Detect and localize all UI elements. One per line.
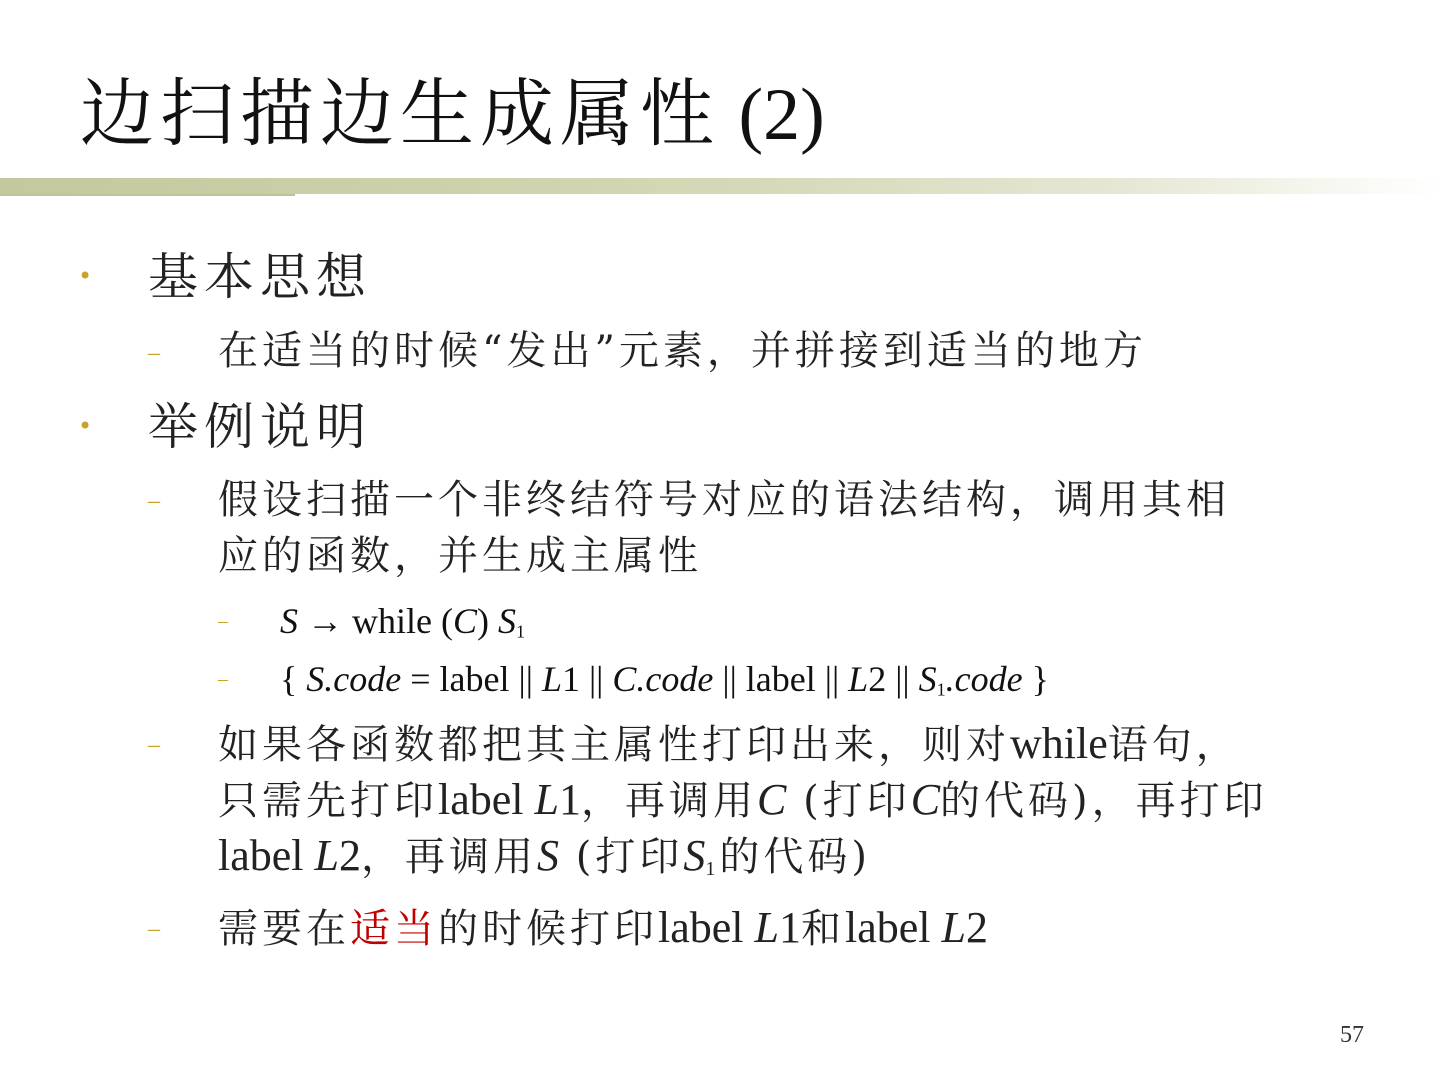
print-attr-line3: label L2，再调用S (打印$S_1$的代码) <box>218 831 871 880</box>
semantic-action: { S.code = label || L1 || C.code || label || L2 || $S_1.code$ } <box>280 659 1049 700</box>
dash-icon: – <box>148 916 160 942</box>
print-attr-line2: 只需先打印label L1，再调用C (打印C的代码)，再打印 <box>218 775 1268 824</box>
slide-title: 边扫描边生成属性 (2) <box>80 71 825 157</box>
print-attr-line1: 如果各函数都把其主属性打印出来，则对while语句， <box>218 719 1240 768</box>
bullet-icon: • <box>78 412 93 440</box>
bullet-basic-idea: 基本思想 <box>148 248 372 306</box>
page-number: 57 <box>1340 1022 1364 1048</box>
sub-item-scan-line2: 应的函数，并生成主属性 <box>218 533 702 579</box>
dash-icon: – <box>218 668 228 690</box>
sub-item-emit-elements: 在适当的时候“发出”元素，并拼接到适当的地方 <box>218 328 1147 374</box>
dash-icon: – <box>148 732 160 758</box>
bullet-icon: • <box>78 262 93 290</box>
bullet-example: 举例说明 <box>148 398 372 456</box>
sub-item-scan-line1: 假设扫描一个非终结符号对应的语法结构，调用其相 <box>218 477 1230 523</box>
print-labels-line: 需要在适当的时候打印label L1和label L2 <box>218 903 988 952</box>
dash-icon: – <box>148 340 160 366</box>
dash-icon: – <box>218 610 228 632</box>
title-divider <box>0 178 1440 194</box>
production-rule: S → while (C) $S_1$ <box>280 601 525 642</box>
emphasis-appropriate: 适当 <box>350 906 438 952</box>
dash-icon: – <box>148 488 160 514</box>
